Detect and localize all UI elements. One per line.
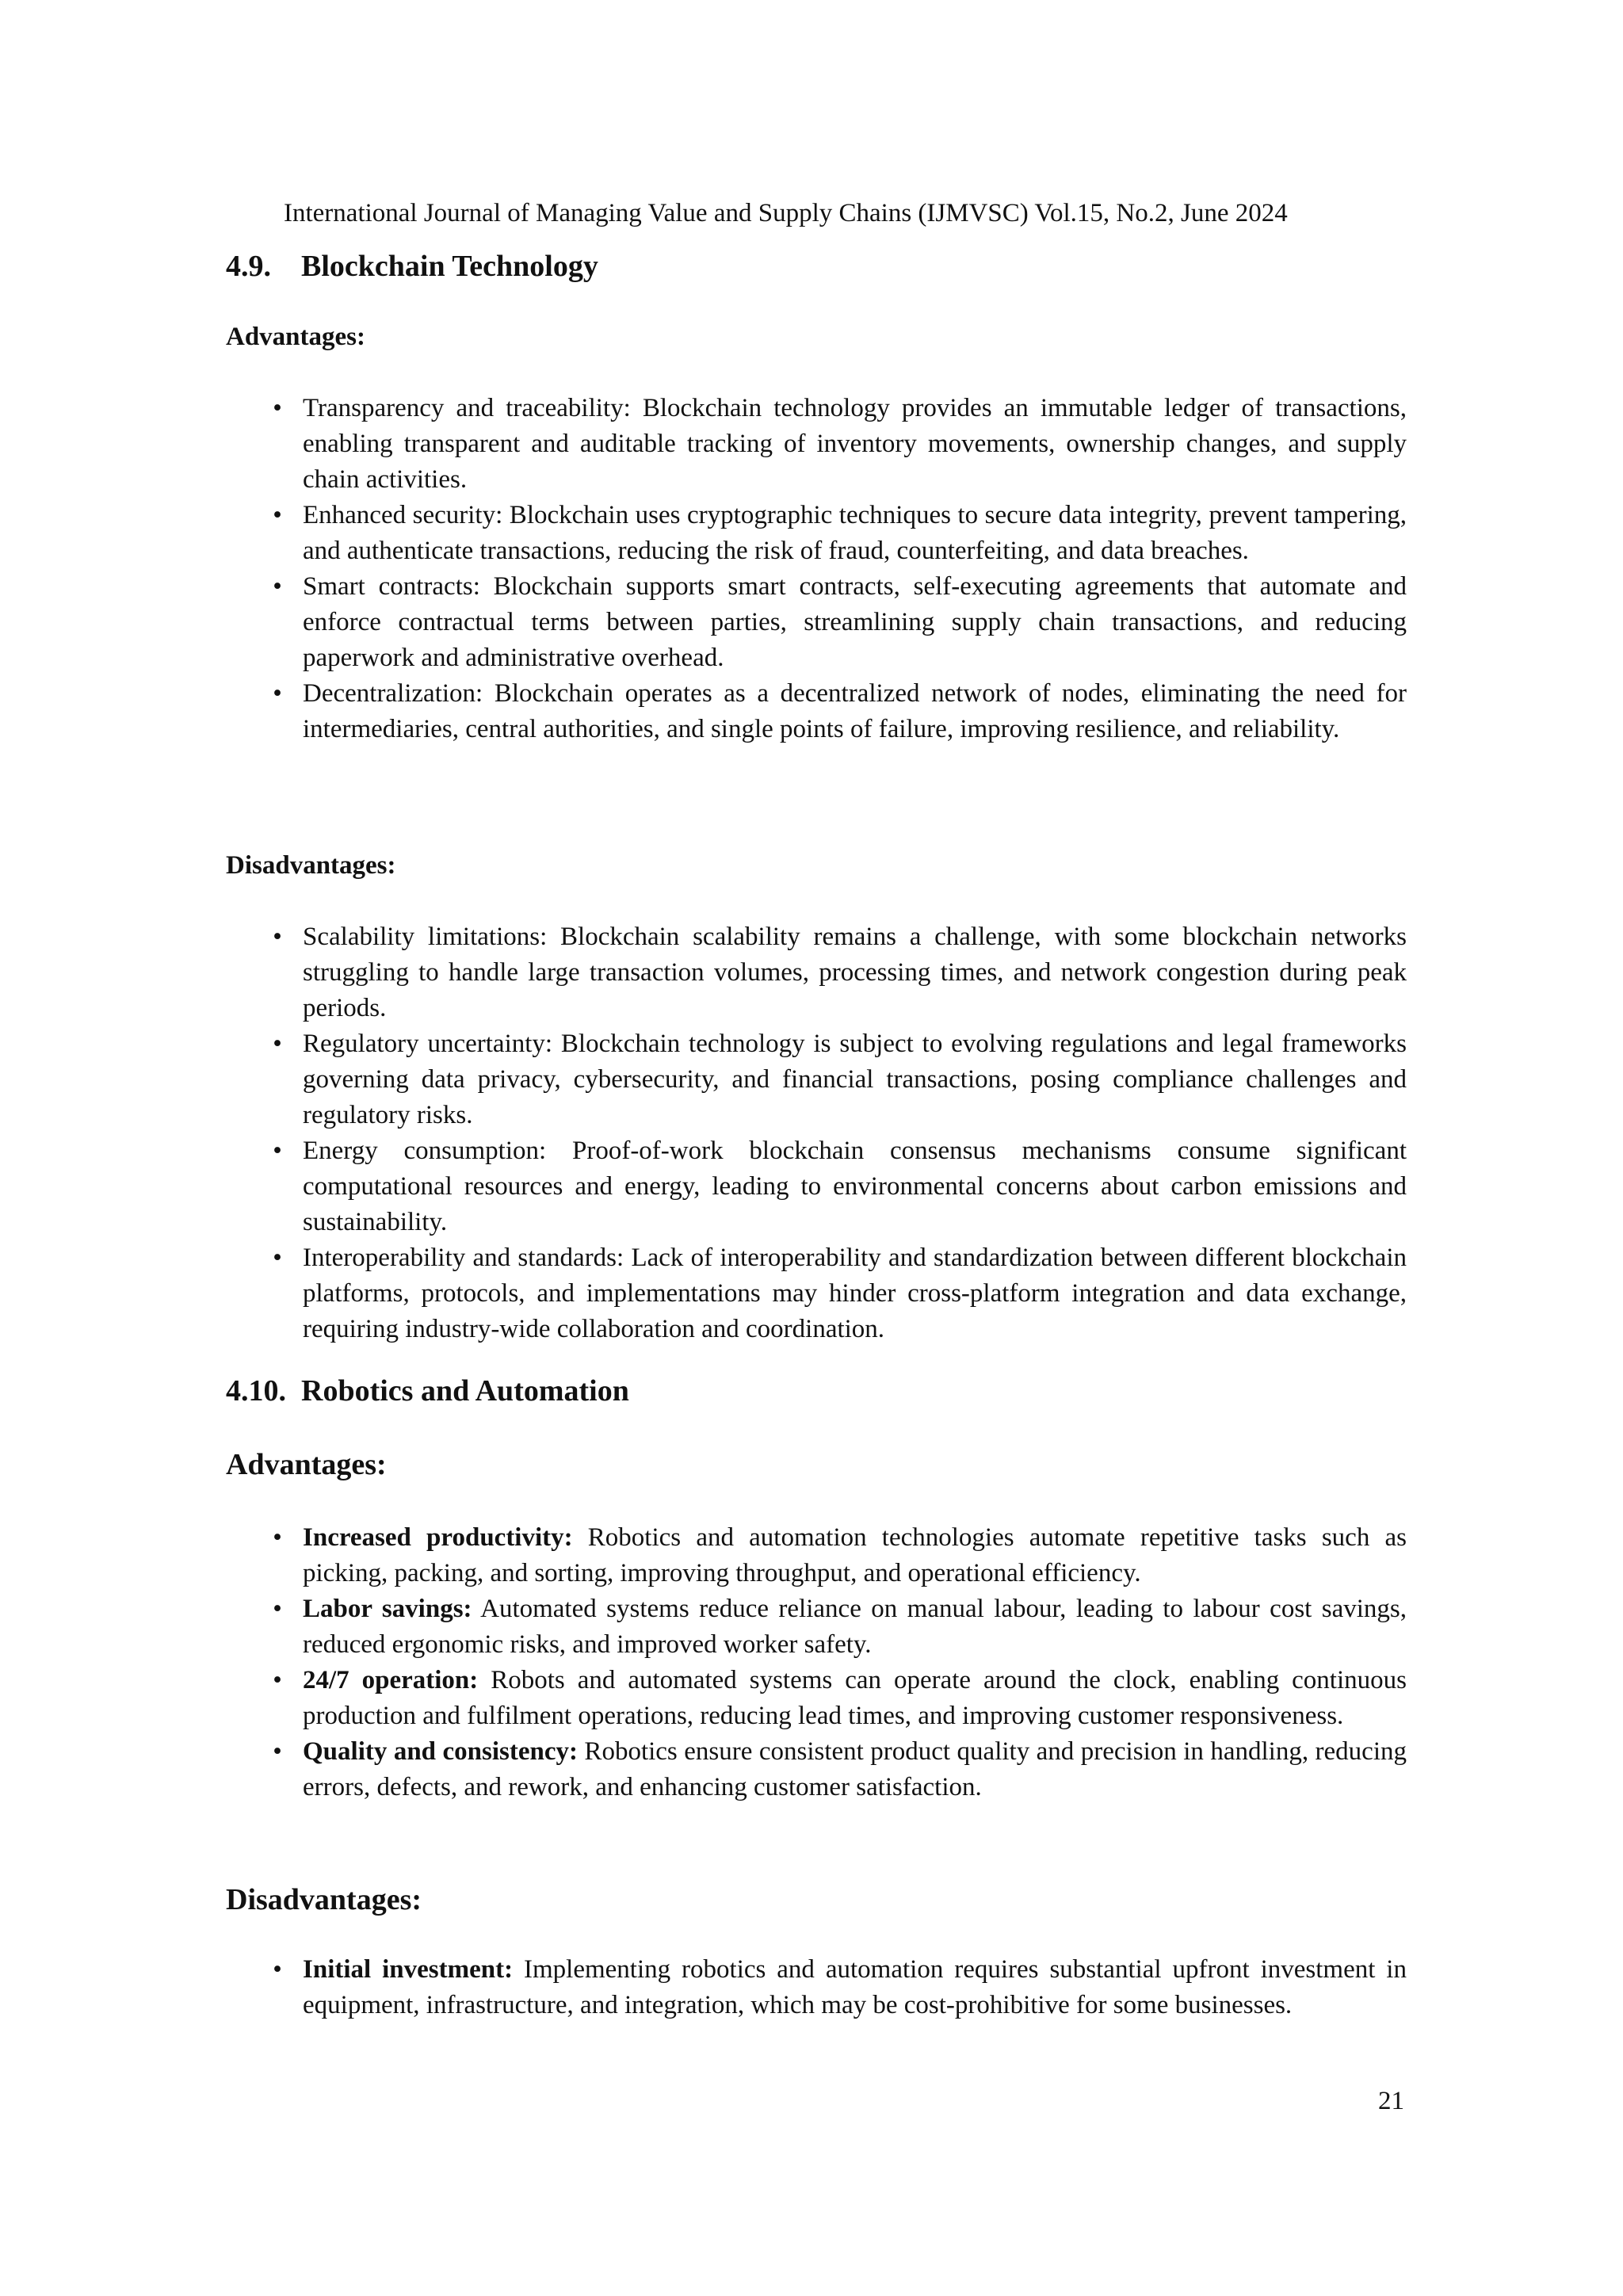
robotics-advantages-list bbox=[226, 1520, 1407, 1805]
bullet-icon: • bbox=[273, 1737, 282, 1766]
bullet-icon: • bbox=[273, 1955, 282, 1984]
bullet-icon: • bbox=[273, 1030, 282, 1058]
section-number: 4.10. bbox=[226, 1374, 286, 1408]
blockchain-advantages-list bbox=[226, 391, 1407, 747]
disadvantages-heading: Disadvantages: bbox=[226, 1883, 422, 1916]
blockchain-disadvantages-list bbox=[226, 919, 1407, 1347]
advantages-heading: Advantages: bbox=[226, 323, 366, 351]
section-number: 4.9. bbox=[226, 250, 271, 283]
bullet-icon: • bbox=[273, 394, 282, 422]
list-item: • Increased productivity: Robotics and automation technologies automate repetitive tasks such as picking, packing, and sorting, improving throughput, and operational efficiency. bbox=[226, 1520, 1407, 1591]
bullet-icon: • bbox=[273, 923, 282, 951]
list-item: • 24/7 operation: Robots and automated systems can operate around the clock, enabling continuous production and fulfilment operations, reducing lead times, and improving customer responsiveness. bbox=[226, 1663, 1407, 1734]
list-item: • Smart contracts: Blockchain supports smart contracts, self-executing agreements that automate and enforce contractual terms between parties, streamlining supply chain transactions, and reducing paperwork and administrative overhead. bbox=[226, 569, 1407, 676]
bullet-icon: • bbox=[273, 1244, 282, 1272]
bullet-icon: • bbox=[273, 572, 282, 601]
page-number: 21 bbox=[1378, 2087, 1404, 2115]
section-title: Blockchain Technology bbox=[301, 250, 598, 283]
section-heading-4-9 bbox=[226, 246, 1415, 286]
list-item: • Transparency and traceability: Blockchain technology provides an immutable ledger of transactions, enabling transparent and auditable tracking of inventory movements, ownership changes, and supply chain activities. bbox=[226, 391, 1407, 498]
robotics-disadvantages-list bbox=[226, 1952, 1407, 2023]
bullet-icon: • bbox=[273, 501, 282, 529]
bullet-icon: • bbox=[273, 1595, 282, 1623]
advantages-heading: Advantages: bbox=[226, 1448, 387, 1481]
bullet-icon: • bbox=[273, 1666, 282, 1694]
list-item: • Energy consumption: Proof-of-work blockchain consensus mechanisms consume significant computational resources and energy, leading to environmental concerns about carbon emissions and sustainability. bbox=[226, 1133, 1407, 1240]
bullet-icon: • bbox=[273, 1137, 282, 1165]
list-item: • Regulatory uncertainty: Blockchain technology is subject to evolving regulations and legal frameworks governing data privacy, cybersecurity, and financial transactions, posing compliance challenges and regulatory risks. bbox=[226, 1026, 1407, 1133]
bullet-icon: • bbox=[273, 679, 282, 708]
bullet-icon: • bbox=[273, 1523, 282, 1552]
list-item: • Quality and consistency: Robotics ensure consistent product quality and precision in handling, reducing errors, defects, and rework, and enhancing customer satisfaction. bbox=[226, 1734, 1407, 1805]
disadvantages-heading: Disadvantages: bbox=[226, 851, 396, 880]
section-heading-4-10 bbox=[226, 1371, 1415, 1411]
list-item: • Enhanced security: Blockchain uses cryptographic techniques to secure data integrity, prevent tampering, and authenticate transactions, reducing the risk of fraud, counterfeiting, and data breaches. bbox=[226, 498, 1407, 569]
section-title: Robotics and Automation bbox=[301, 1374, 629, 1408]
list-item: • Decentralization: Blockchain operates as a decentralized network of nodes, eliminating the need for intermediaries, central authorities, and single points of failure, improving resilience, and reliability. bbox=[226, 676, 1407, 747]
running-header: International Journal of Managing Value and Supply Chains (IJMVSC) Vol.15, No.2, June 2024 bbox=[284, 199, 1288, 227]
list-item: • Labor savings: Automated systems reduce reliance on manual labour, leading to labour cost savings, reduced ergonomic risks, and improved worker safety. bbox=[226, 1591, 1407, 1663]
list-item: • Initial investment: Implementing robotics and automation requires substantial upfront investment in equipment, infrastructure, and integration, which may be cost-prohibitive for some businesses. bbox=[226, 1952, 1407, 2023]
list-item: • Interoperability and standards: Lack of interoperability and standardization between different blockchain platforms, protocols, and implementations may hinder cross-platform integration and data exchange, requiring industry-wide collaboration and coordination. bbox=[226, 1240, 1407, 1347]
list-item: • Scalability limitations: Blockchain scalability remains a challenge, with some blockchain networks struggling to handle large transaction volumes, processing times, and network congestion during peak periods. bbox=[226, 919, 1407, 1026]
